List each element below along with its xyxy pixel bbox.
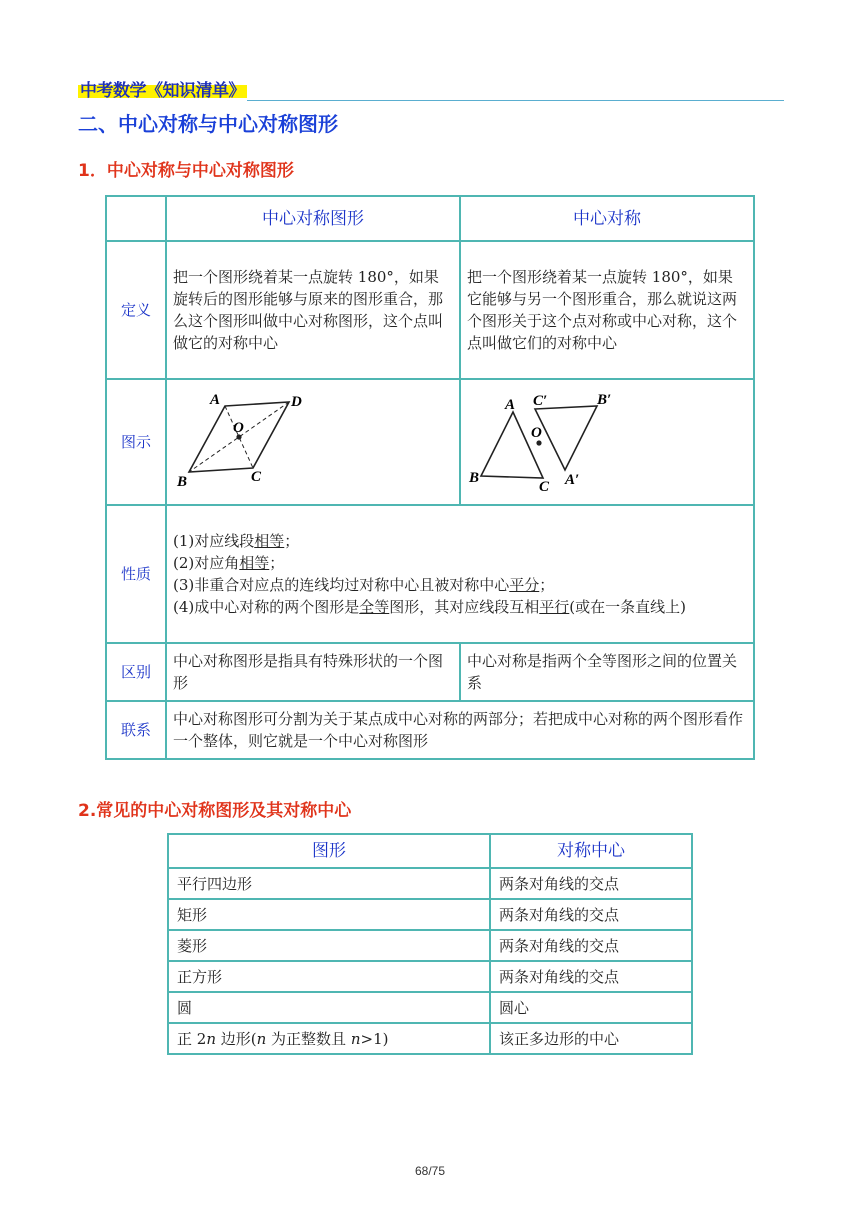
triangle-a2b2c2 (535, 406, 597, 470)
shape-cell: 矩形 (168, 899, 490, 930)
label-c2: C′ (533, 393, 548, 409)
head-center: 对称中心 (490, 834, 692, 868)
row-header-properties: 性质 (106, 505, 166, 643)
row-header-illustration: 图示 (106, 379, 166, 505)
header-title: 中考数学《知识清单》 (78, 76, 247, 101)
corner-cell (106, 196, 166, 241)
label-a: A (210, 392, 221, 408)
illustration-symmetry-cell (460, 379, 754, 505)
shape-cell: 正 2n 边形(n 为正整数且 n>1) (168, 1023, 490, 1054)
center-cell: 两条对角线的交点 (490, 868, 692, 899)
table-row (168, 868, 692, 899)
page-number: 68/75 (414, 1164, 446, 1178)
col-header-figure: 中心对称图形 (166, 196, 460, 241)
properties-list (167, 528, 753, 620)
page-header (78, 72, 784, 101)
head-shape: 图形 (168, 834, 490, 868)
difference-symmetry: 中心对称是指两个全等图形之间的位置关系 (467, 652, 738, 692)
triangle-abc (481, 412, 543, 478)
label-a2: A′ (565, 472, 580, 488)
label-c: C (539, 479, 550, 495)
definition-figure-cell (166, 241, 460, 379)
label-a: A (505, 397, 516, 413)
row-header-definition: 定义 (106, 241, 166, 379)
label-c: C (251, 469, 262, 485)
section-title: 二、中心对称与中心对称图形 (78, 112, 338, 136)
row-header-connection: 联系 (106, 701, 166, 759)
property-2: (2)对应角相等； (173, 554, 285, 572)
label-b: B (469, 470, 480, 486)
difference-symmetry-cell (460, 643, 754, 701)
shape-cell: 菱形 (168, 930, 490, 961)
table-row (168, 899, 692, 930)
difference-figure-cell (166, 643, 460, 701)
label-o: O (233, 420, 244, 436)
properties-cell (166, 505, 754, 643)
parallelogram-diagram (167, 380, 459, 498)
col-header-symmetry: 中心对称 (460, 196, 754, 241)
center-cell: 两条对角线的交点 (490, 899, 692, 930)
label-o: O (531, 425, 542, 441)
triangles-diagram (461, 380, 753, 498)
property-1: (1)对应线段相等； (173, 532, 300, 550)
shape-cell: 圆 (168, 992, 490, 1023)
difference-figure: 中心对称图形是指具有特殊形状的一个图形 (173, 652, 444, 692)
table-row (168, 992, 692, 1023)
subsection-title-1: 1．中心对称与中心对称图形 (78, 161, 294, 181)
label-b2: B′ (597, 392, 612, 408)
comparison-table (105, 195, 755, 760)
connection-text: 中心对称图形可分割为关于某点成中心对称的两部分；若把成中心对称的两个图形看作一个整体，则它就是一个中心对称图形 (173, 710, 744, 750)
subsection-title-2: 2.常见的中心对称图形及其对称中心 (78, 801, 352, 821)
definition-figure: 把一个图形绕着某一点旋转 180°，如果旋转后的图形能够与原来的图形重合，那么这个图形叫做中心对称图形，这个点叫做它的对称中心 (173, 268, 444, 352)
property-4: (4)成中心对称的两个图形是全等图形，其对应线段互相平行(或在一条直线上) (173, 598, 687, 616)
illustration-figure-cell (166, 379, 460, 505)
definition-symmetry-cell (460, 241, 754, 379)
table-row (168, 930, 692, 961)
row-header-difference: 区别 (106, 643, 166, 701)
center-cell: 两条对角线的交点 (490, 930, 692, 961)
table-row (168, 961, 692, 992)
center-cell: 两条对角线的交点 (490, 961, 692, 992)
label-d: D (291, 394, 302, 410)
shapes-table (167, 833, 693, 1055)
label-b: B (177, 474, 188, 490)
table-row (168, 1023, 692, 1054)
center-point-o (536, 440, 541, 445)
shape-cell: 平行四边形 (168, 868, 490, 899)
center-cell: 该正多边形的中心 (490, 1023, 692, 1054)
property-3: (3)非重合对应点的连线均过对称中心且被对称中心平分； (173, 576, 555, 594)
connection-cell (166, 701, 754, 759)
shape-cell: 正方形 (168, 961, 490, 992)
center-cell: 圆心 (490, 992, 692, 1023)
definition-symmetry: 把一个图形绕着某一点旋转 180°，如果它能够与另一个图形重合，那么就说这两个图形关于这个点对称或中心对称，这个点叫做它们的对称中心 (467, 268, 738, 352)
